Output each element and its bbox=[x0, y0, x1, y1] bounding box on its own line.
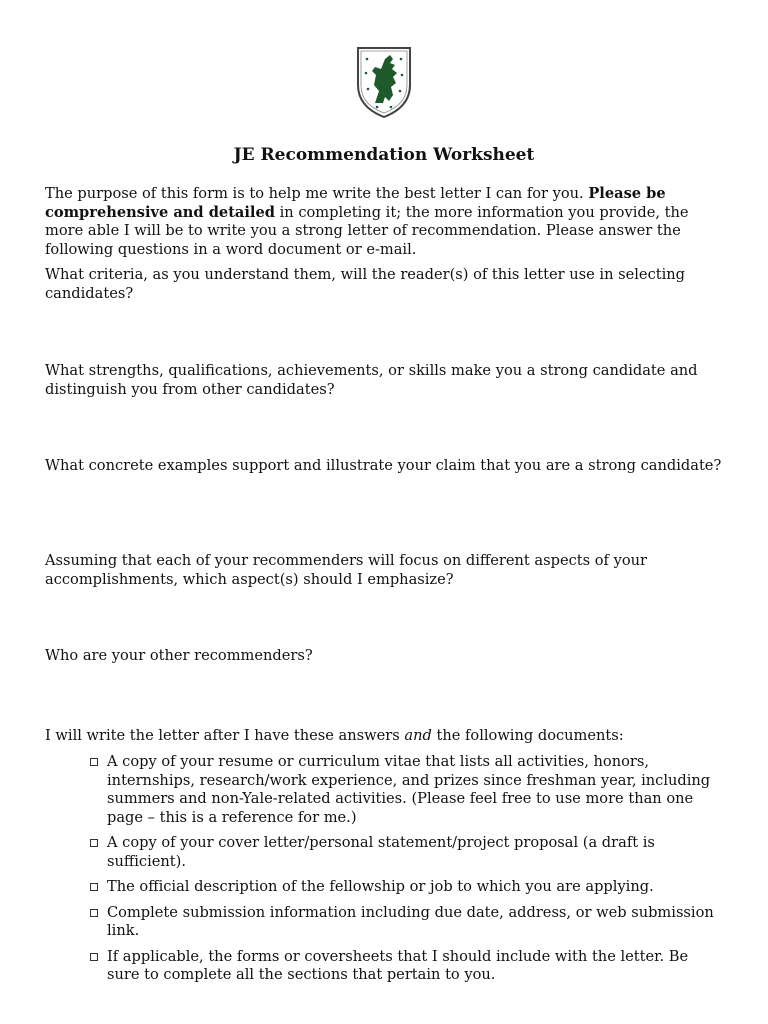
list-item bbox=[88, 948, 718, 985]
list-item bbox=[88, 904, 718, 941]
checkbox-bullet-icon bbox=[90, 758, 98, 766]
documents-intro bbox=[45, 727, 725, 746]
checkbox-bullet-icon bbox=[90, 953, 98, 961]
list-item-text: A copy of your cover letter/personal statement/project proposal (a draft is sufficient). bbox=[107, 834, 655, 870]
documents-intro-emphasis: and bbox=[404, 727, 432, 744]
page-title: JE Recommendation Worksheet bbox=[233, 145, 535, 165]
list-item bbox=[88, 834, 718, 871]
shield-crest-icon bbox=[355, 45, 413, 119]
list-item-text: The official description of the fellowship or job to which you are applying. bbox=[107, 878, 654, 895]
intro-paragraph bbox=[45, 185, 725, 259]
list-item-text: A copy of your resume or curriculum vitae that lists all activities, honors, internships, research/work experience, and prizes since freshman year, including summers and non-Yale-related activities. (Please feel free to use more than one page – this is a reference for me.) bbox=[107, 753, 711, 826]
list-item-text: If applicable, the forms or coversheets that I should include with the letter. Be sure to complete all the sections that pertain to you. bbox=[107, 947, 689, 983]
intro-text-start: The purpose of this form is to help me write the best letter I can for you. bbox=[45, 185, 589, 202]
list-item-text: Complete submission information including due date, address, or web submission link. bbox=[107, 903, 714, 939]
checkbox-bullet-icon bbox=[90, 909, 98, 917]
intro-text-end: in completing it; the more information you provide, the more able I will be to write you a strong letter of recommendation. Please answer the following questions in a word document or e-mail. bbox=[45, 203, 689, 258]
question-aspects: Assuming that each of your recommenders will focus on different aspects of your accomplishments, which aspect(s) should I emphasize? bbox=[45, 552, 647, 588]
question-other-recommenders: Who are your other recommenders? bbox=[45, 647, 313, 664]
intro-emphasis: Please be comprehensive and detailed bbox=[45, 185, 666, 221]
checkbox-bullet-icon bbox=[90, 839, 98, 847]
question-criteria: What criteria, as you understand them, will the reader(s) of this letter use in selecting candidates? bbox=[45, 266, 686, 302]
question-strengths: What strengths, qualifications, achievements, or skills make you a strong candidate and distinguish you from other candidates? bbox=[45, 362, 698, 398]
documents-list bbox=[88, 753, 718, 992]
documents-intro-end: the following documents: bbox=[431, 727, 624, 744]
documents-intro-start: I will write the letter after I have these answers bbox=[45, 727, 405, 744]
list-item bbox=[88, 878, 718, 897]
checkbox-bullet-icon bbox=[90, 883, 98, 891]
question-examples: What concrete examples support and illustrate your claim that you are a strong candidate? bbox=[45, 457, 722, 474]
list-item bbox=[88, 753, 718, 827]
